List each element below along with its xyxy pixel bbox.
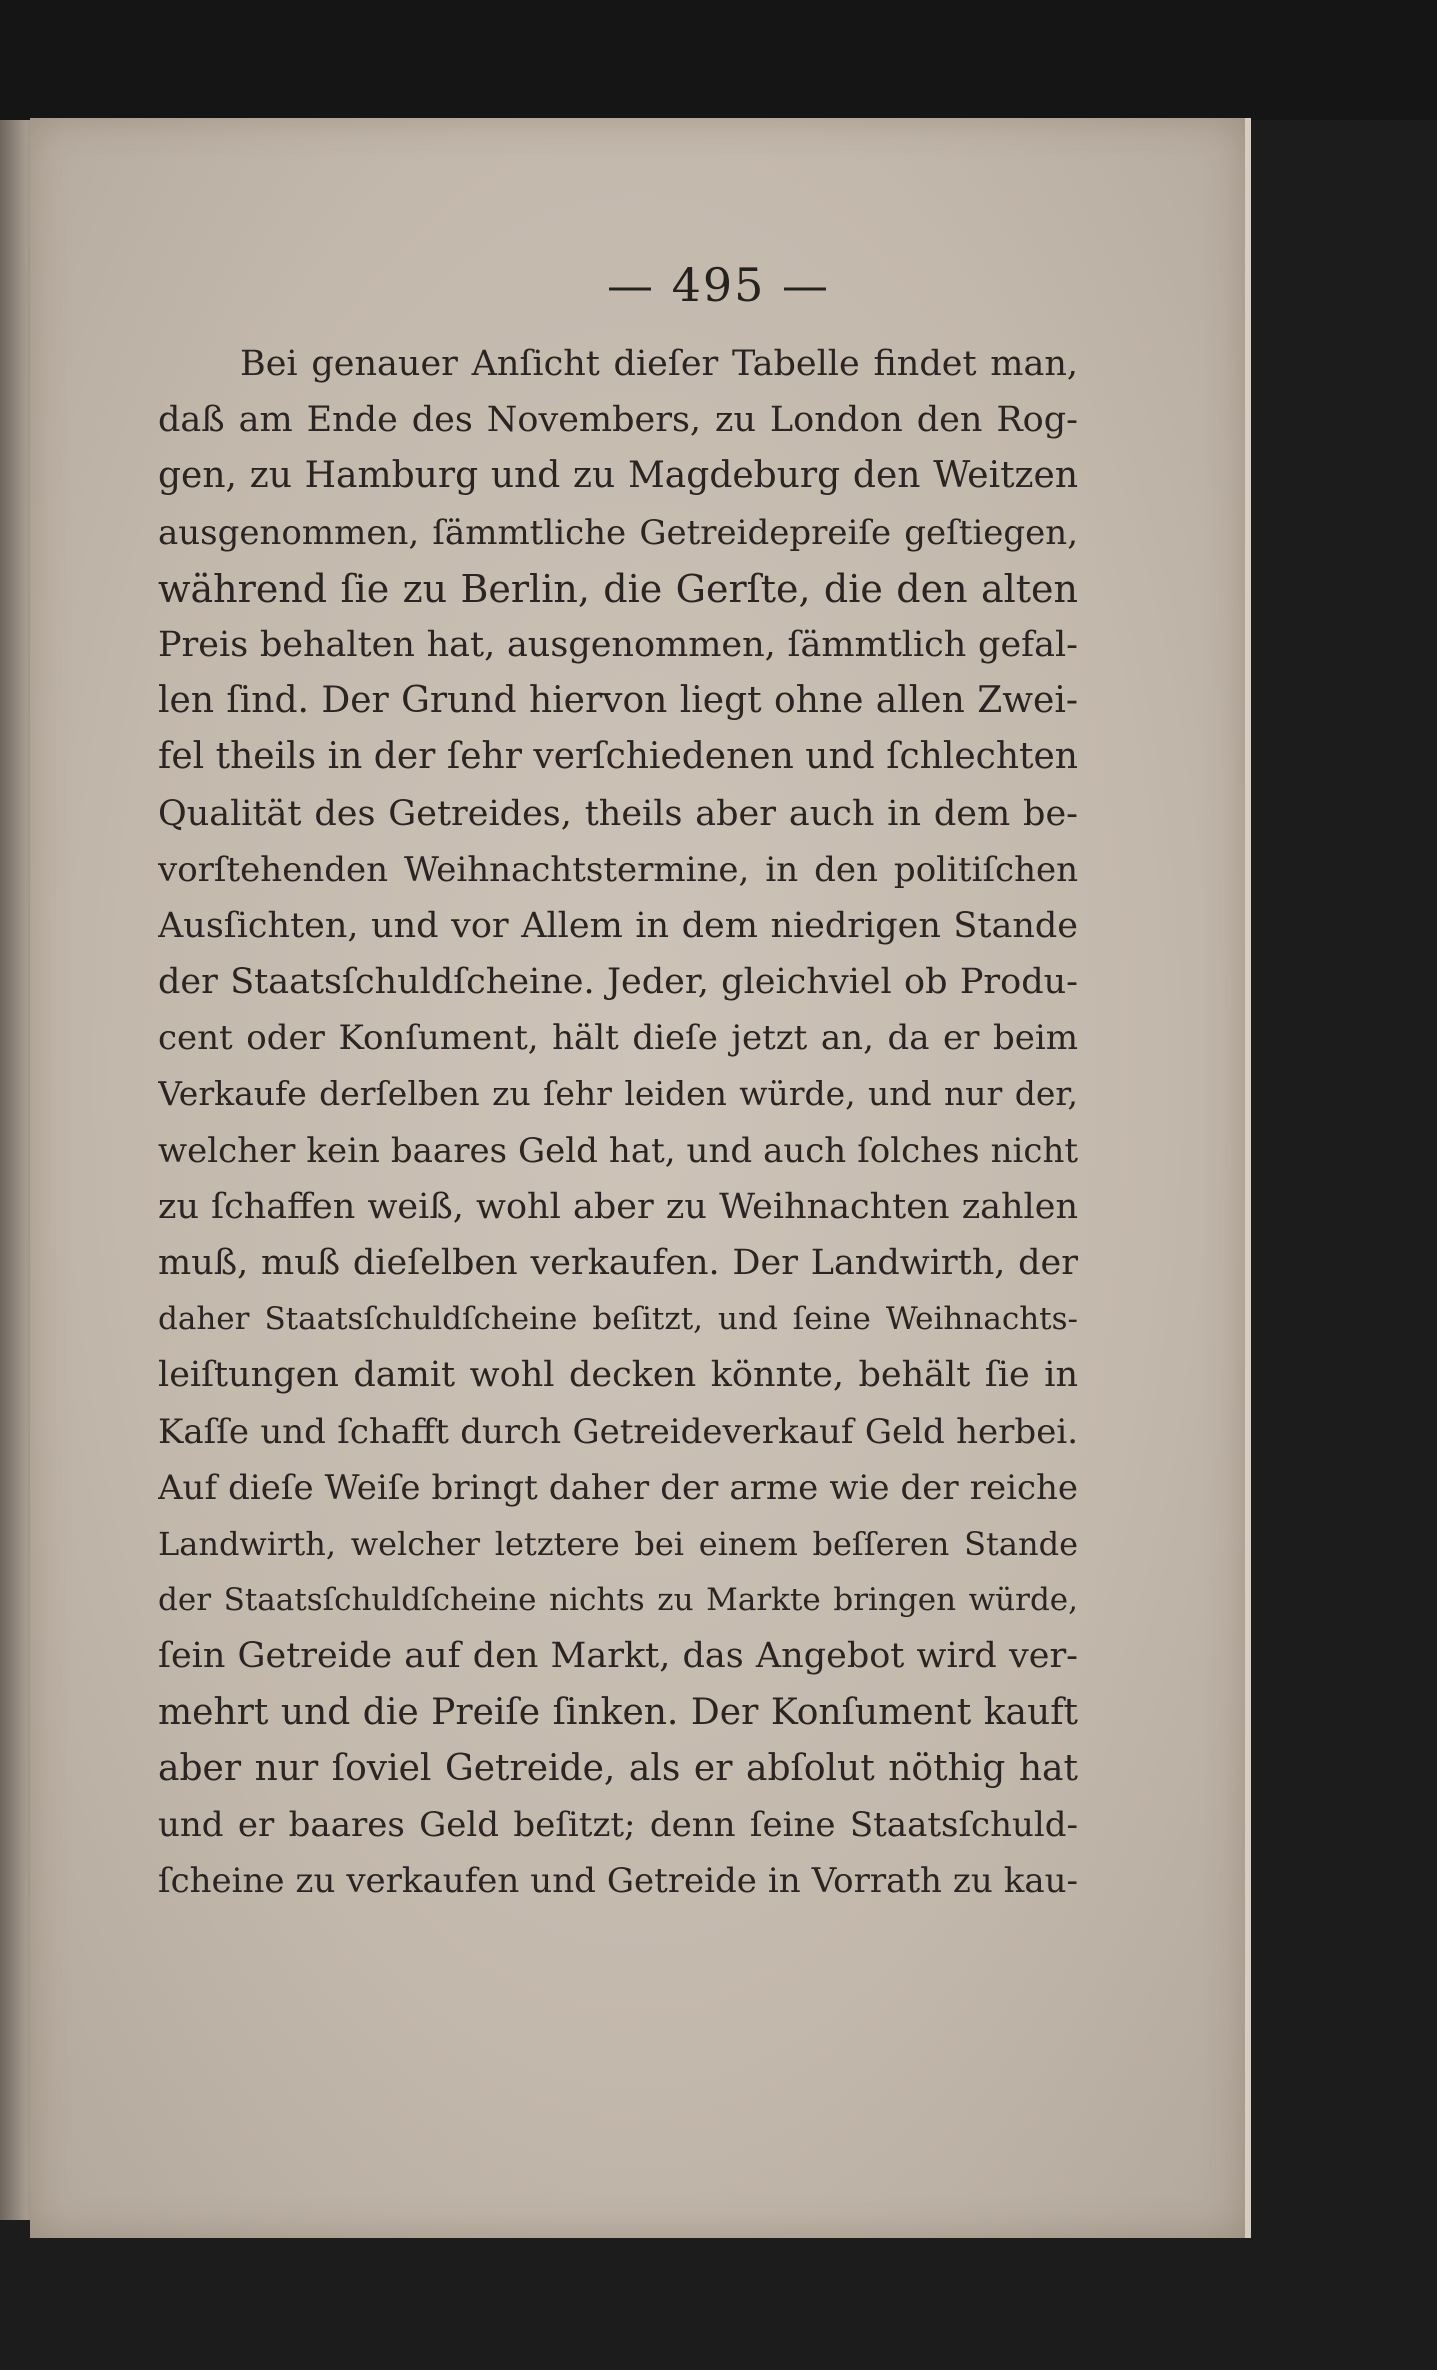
text-line: gen, zu Hamburg und zu Magdeburg den Weitzen	[158, 455, 1078, 497]
text-line: Auf dieſe Weiſe bringt daher der arme wie der reiche	[158, 1467, 1078, 1508]
text-line: Kaſſe und ſchafft durch Getreideverkauf Geld herbei.	[158, 1411, 1078, 1452]
text-line: mehrt und die Preiſe ſinken. Der Konſument kauft	[158, 1691, 1078, 1733]
text-line: len ſind. Der Grund hiervon liegt ohne allen Zwei-	[158, 680, 1078, 722]
text-line: leiſtungen damit wohl decken könnte, behält ſie in	[158, 1355, 1078, 1396]
text-line: muß, muß dieſelben verkaufen. Der Landwirth, der	[158, 1243, 1078, 1283]
text-line: Verkaufe derſelben zu ſehr leiden würde, und nur der,	[158, 1074, 1078, 1114]
text-line: fel theils in der ſehr verſchiedenen und ſchlechten	[158, 736, 1078, 778]
scan-backdrop	[0, 0, 1437, 120]
text-line: und er baares Geld beſitzt; denn ſeine Staatsſchuld-	[158, 1804, 1078, 1845]
text-line: daß am Ende des Novembers, zu London den Rog-	[158, 400, 1078, 441]
text-line: Preis behalten hat, ausgenommen, ſämmtlich gefal-	[158, 624, 1078, 665]
text-line: während ſie zu Berlin, die Gerſte, die den alten	[158, 566, 1078, 611]
text-line: vorſtehenden Weihnachtstermine, in den politiſchen	[158, 849, 1078, 890]
text-line: der Staatsſchuldſcheine. Jeder, gleichviel ob Produ-	[158, 962, 1078, 1003]
text-line: Landwirth, welcher letztere bei einem beſſeren Stande	[158, 1524, 1078, 1563]
text-line: ſcheine zu verkaufen und Getreide in Vorrath zu kau-	[158, 1861, 1078, 1902]
text-line: welcher kein baares Geld hat, und auch ſolches nicht	[158, 1130, 1078, 1171]
text-line: Ausſichten, und vor Allem in dem niedrigen Stande	[158, 905, 1078, 946]
text-line: ſein Getreide auf den Markt, das Angebot wird ver-	[158, 1636, 1078, 1677]
text-line: Qualität des Getreides, theils aber auch in dem be-	[158, 793, 1078, 834]
text-line: Bei genauer Anſicht dieſer Tabelle findet man,	[240, 344, 1078, 384]
body-text	[158, 336, 1078, 1909]
text-line: aber nur ſoviel Getreide, als er abſolut nöthig hat	[158, 1747, 1078, 1789]
text-line: der Staatsſchuldſcheine nichts zu Markte bringen würde,	[158, 1582, 1078, 1619]
text-line: ausgenommen, ſämmtliche Getreidepreiſe geſtiegen,	[158, 512, 1078, 553]
text-line: cent oder Konſument, hält dieſe jetzt an, da er beim	[158, 1018, 1078, 1059]
text-line: zu ſchaffen weiß, wohl aber zu Weihnachten zahlen	[158, 1186, 1078, 1227]
page-number: — 495 —	[606, 258, 831, 312]
text-line: daher Staatsſchuldſcheine beſitzt, und ſeine Weihnachts-	[158, 1301, 1078, 1338]
